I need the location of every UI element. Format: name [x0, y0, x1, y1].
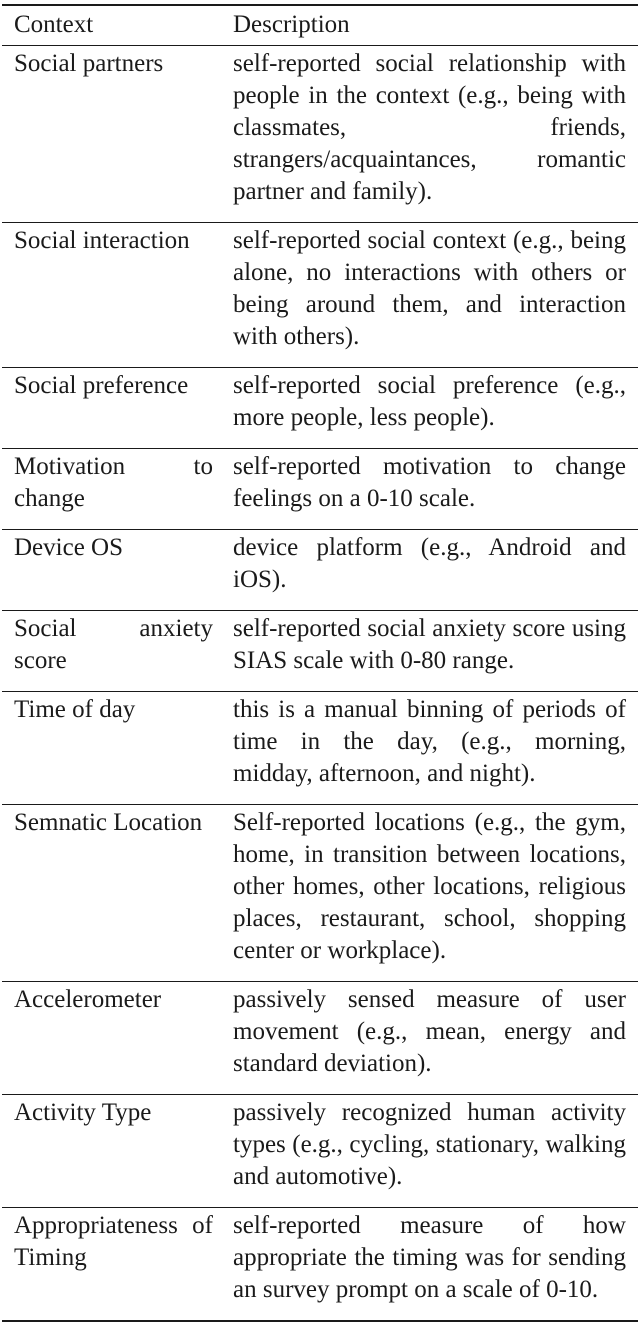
description-cell: Self-reported locations (e.g., the gym, home, in transition between locations, other homes, other locations, religious places, restaurant, school, shopping center or workplace).: [233, 809, 626, 964]
context-cell: Social preference: [14, 372, 189, 399]
description-cell: this is a manual binning of periods of time in the day, (e.g., morning, midday, afternoon, and night).: [233, 696, 626, 787]
description-cell: self-reported social preference (e.g., more people, less people).: [233, 372, 626, 431]
table-body: [2, 46, 638, 1322]
table-row: [2, 692, 638, 805]
description-cell: passively recognized human activity types (e.g., cycling, stationary, walking and automotive).: [233, 1099, 626, 1190]
context-cell: Social partners: [14, 50, 164, 77]
context-cell: Time of day: [14, 696, 136, 723]
table-row: [2, 530, 638, 611]
header-context: Context: [14, 11, 94, 38]
header-description: Description: [233, 11, 350, 38]
description-cell: self-reported motivation to change feelings on a 0-10 scale.: [233, 453, 626, 512]
description-cell: device platform (e.g., Android and iOS).: [233, 534, 626, 593]
table-header: [2, 5, 638, 46]
table-row: [2, 46, 638, 223]
table-row: [2, 611, 638, 692]
table-row: [2, 1208, 638, 1322]
table-row: [2, 982, 638, 1095]
context-cell: Motivation to change: [14, 453, 213, 512]
description-cell: self-reported social relationship with people in the context (e.g., being with classmates, friends, strangers/acquaintances, romantic partner and family).: [233, 50, 626, 205]
description-cell: self-reported measure of how appropriate the timing was for sending an survey prompt on a scale of 0-10.: [233, 1212, 626, 1303]
table-row: [2, 223, 638, 368]
context-cell: Activity Type: [14, 1099, 152, 1126]
context-description-table: [2, 4, 638, 1322]
context-cell: Appropriateness of Timing: [14, 1212, 213, 1271]
header-row: [2, 5, 638, 46]
table-row: [2, 368, 638, 449]
description-cell: self-reported social context (e.g., being alone, no interactions with others or being around them, and interaction with others).: [233, 227, 626, 350]
context-cell: Semnatic Location: [14, 809, 203, 836]
context-cell: Accelerometer: [14, 986, 162, 1013]
context-cell: Social anxiety score: [14, 615, 213, 674]
description-cell: passively sensed measure of user movement (e.g., mean, energy and standard deviation).: [233, 986, 626, 1077]
context-cell: Device OS: [14, 534, 123, 561]
context-cell: Social interaction: [14, 227, 190, 254]
table-row: [2, 449, 638, 530]
table-row: [2, 1095, 638, 1208]
context-description-table-wrapper: [2, 4, 638, 1322]
table-row: [2, 805, 638, 982]
description-cell: self-reported social anxiety score using SIAS scale with 0-80 range.: [233, 615, 626, 674]
